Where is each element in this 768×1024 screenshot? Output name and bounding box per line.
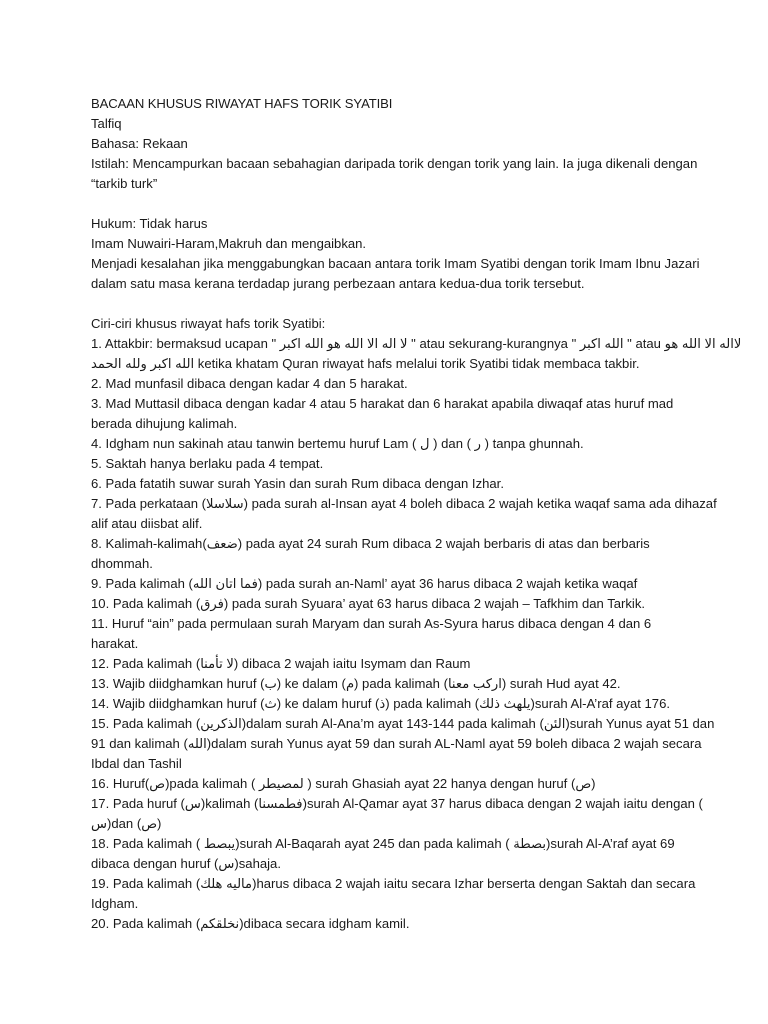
list-item-line: 2. Mad munfasil dibaca dengan kadar 4 dan 5 harakat. (91, 376, 408, 391)
spacer (91, 194, 668, 214)
list-item-line: alif atau diisbat alif. (91, 516, 203, 531)
list-item-line: الله اكبر ولله الحمد ketika khatam Quran riwayat hafs melalui torik Syatibi tidak membaca takbir. (91, 356, 640, 371)
list-item-line: 7. Pada perkataan (سلاسلا) pada surah al-Insan ayat 4 boleh dibaca 2 wajah ketika waqaf sama ada dihazaf (91, 496, 717, 511)
list-item-line: harakat. (91, 636, 139, 651)
list-item-line: Ibdal dan Tashil (91, 756, 182, 771)
list-item-line: 1. Attakbir: bermaksud ucapan " لا اله الا الله هو الله اكبر " atau sekurang-kurangnya " الله اكبر " atau لااله الا الله هو (91, 336, 742, 351)
list-item-line: 19. Pada kalimah (ماليه هلك)harus dibaca 2 wajah iaitu secara Izhar berserta dengan Saktah dan secara (91, 876, 696, 891)
list-item-line: Ciri-ciri khusus riwayat hafs torik Syatibi: (91, 316, 326, 331)
list-item-line: 10. Pada kalimah (فرق) pada surah Syuara’ ayat 63 harus dibaca 2 wajah – Tafkhim dan Tarkik. (91, 596, 646, 611)
definition-section (91, 114, 698, 194)
list-item-line: 4. Idgham nun sakinah atau tanwin bertemu huruf Lam ( ل ) dan ( ر ) tanpa ghunnah. (91, 436, 584, 451)
definition-line: Talfiq (91, 116, 122, 131)
list-item-line: 9. Pada kalimah (فما اتان الله) pada surah an-Naml’ ayat 36 harus dibaca 2 wajah ketika waqaf (91, 576, 638, 591)
document-title: BACAAN KHUSUS RIWAYAT HAFS TORIK SYATIBI (91, 96, 393, 111)
list-item-line: dhommah. (91, 556, 153, 571)
list-item-line: dibaca dengan huruf (س)sahaja. (91, 856, 281, 871)
ruling-section (91, 214, 700, 294)
list-item-line: 11. Huruf “ain” pada permulaan surah Maryam dan surah As-Syura harus dibaca dengan 4 dan 6 (91, 616, 652, 631)
list-item-line: 13. Wajib diidghamkan huruf (ب) ke dalam (م) pada kalimah (اركب معنا) surah Hud ayat 42. (91, 676, 621, 691)
ruling-line: Menjadi kesalahan jika menggabungkan bacaan antara torik Imam Syatibi dengan torik Imam Ibnu Jazari (91, 256, 700, 271)
ruling-line: Hukum: Tidak harus (91, 216, 208, 231)
definition-line: Istilah: Mencampurkan bacaan sebahagian daripada torik dengan torik yang lain. Ia juga dikenali dengan (91, 156, 698, 171)
list-item-line: 6. Pada fatatih suwar surah Yasin dan surah Rum dibaca dengan Izhar. (91, 476, 504, 491)
list-item-line: 20. Pada kalimah (نخلقكم)dibaca secara idgham kamil. (91, 916, 410, 931)
characteristics-list (91, 314, 742, 934)
list-item-line: 17. Pada huruf (س)kalimah (فطمسنا)surah Al-Qamar ayat 37 harus dibaca dengan 2 wajah iaitu dengan ( (91, 796, 703, 811)
definition-line: Bahasa: Rekaan (91, 136, 188, 151)
list-item-line: 91 dan kalimah (الله)dalam surah Yunus ayat 59 dan surah AL-Naml ayat 59 boleh dibaca 2 wajah secara (91, 736, 702, 751)
ruling-line: Imam Nuwairi-Haram,Makruh dan mengaibkan. (91, 236, 367, 251)
list-item-line: 8. Kalimah-kalimah(ضعف) pada ayat 24 surah Rum dibaca 2 wajah berbaris di atas dan berbaris (91, 536, 650, 551)
list-item-line: س)dan (ص) (91, 816, 162, 831)
ruling-line: dalam satu masa kerana terdadap jurang perbezaan antara kedua-dua torik tersebut. (91, 276, 585, 291)
list-item-line: 18. Pada kalimah ( يبصط)surah Al-Baqarah ayat 245 dan pada kalimah ( بصطة)surah Al-A’raf ayat 69 (91, 836, 675, 851)
list-item-line: 5. Saktah hanya berlaku pada 4 tempat. (91, 456, 324, 471)
list-item-line: Idgham. (91, 896, 139, 911)
list-item-line: 12. Pada kalimah (لا تأمنا) dibaca 2 wajah iaitu Isymam dan Raum (91, 656, 471, 671)
list-item-line: 15. Pada kalimah (الذكرين)dalam surah Al-Ana’m ayat 143-144 pada kalimah (الئن)surah Yunus ayat 51 dan (91, 716, 715, 731)
list-item-line: berada dihujung kalimah. (91, 416, 238, 431)
list-item-line: 14. Wajib diidghamkan huruf (ث) ke dalam huruf (ذ) pada kalimah (يلهث ذلك)surah Al-A’raf ayat 176. (91, 696, 671, 711)
list-item-line: 16. Huruf(ص)pada kalimah ( لمصيطر ) surah Ghasiah ayat 22 hanya dengan huruf (ص) (91, 776, 596, 791)
spacer (91, 294, 668, 314)
list-item-line: 3. Mad Muttasil dibaca dengan kadar 4 atau 5 harakat dan 6 harakat apabila diwaqaf atas huruf mad (91, 396, 674, 411)
definition-line: “tarkib turk” (91, 176, 158, 191)
